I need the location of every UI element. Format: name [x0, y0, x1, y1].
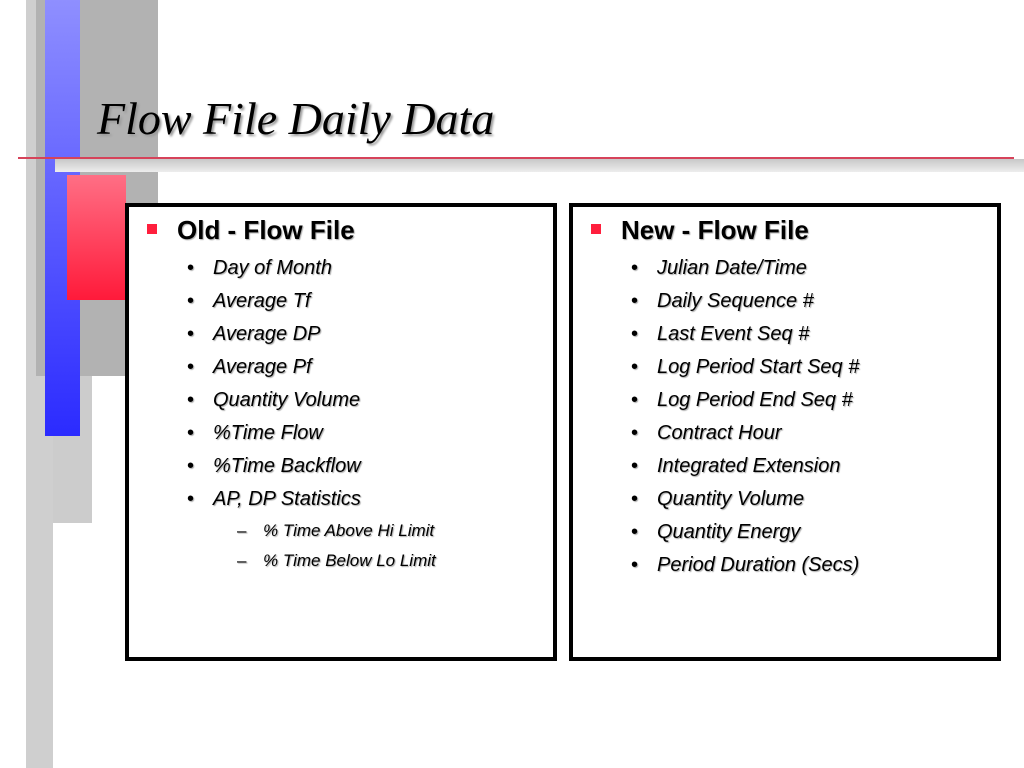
list-item-text: Julian Date/Time [657, 257, 807, 279]
list-item [187, 485, 361, 518]
list-item [631, 518, 859, 551]
new-flow-file-heading [591, 215, 809, 246]
bullet-dot-icon: • [187, 323, 195, 345]
old-flow-file-heading-text: Old - Flow File [177, 215, 355, 245]
sublist-item-text: % Time Below Lo Limit [263, 551, 436, 570]
bullet-dot-icon: • [187, 422, 195, 444]
list-item [187, 353, 361, 386]
list-item-text: Period Duration (Secs) [657, 554, 860, 576]
bullet-dot-icon: • [187, 290, 195, 312]
list-item-text: Day of Month [213, 257, 332, 279]
list-item [631, 485, 859, 518]
list-item [187, 419, 361, 452]
list-item-text: Log Period Start Seq # [657, 356, 860, 378]
list-item-text: Average DP [213, 323, 321, 345]
old-flow-file-list [187, 254, 361, 518]
list-item-text: AP, DP Statistics [213, 488, 361, 510]
bullet-dot-icon: • [631, 455, 639, 477]
list-item-text: %Time Flow [213, 422, 323, 444]
statistics-sublist [187, 518, 436, 578]
square-bullet-icon [147, 224, 157, 234]
bullet-dot-icon: • [631, 422, 639, 444]
dash-icon: – [237, 521, 247, 540]
bullet-dot-icon: • [187, 356, 195, 378]
bullet-dot-icon: • [631, 323, 639, 345]
title-underline-shadow [55, 159, 1024, 172]
list-item [187, 254, 361, 287]
old-flow-file-heading [147, 215, 355, 246]
list-item-text: Log Period End Seq # [657, 389, 853, 411]
sublist-item-text: % Time Above Hi Limit [263, 521, 435, 540]
list-item [631, 386, 859, 419]
list-item [631, 254, 859, 287]
list-item [631, 452, 859, 485]
list-item-text: Last Event Seq # [657, 323, 810, 345]
list-item [187, 452, 361, 485]
sublist-item [187, 518, 436, 548]
dash-icon: – [237, 551, 247, 570]
bullet-dot-icon: • [187, 488, 195, 510]
list-item [187, 386, 361, 419]
new-flow-file-list [631, 254, 859, 584]
list-item [187, 287, 361, 320]
bullet-dot-icon: • [187, 389, 195, 411]
list-item-text: Quantity Volume [657, 488, 805, 510]
list-item-text: Quantity Energy [657, 521, 801, 543]
list-item [631, 320, 859, 353]
new-flow-file-heading-text: New - Flow File [621, 215, 809, 245]
bullet-dot-icon: • [631, 257, 639, 279]
old-flow-file-panel [125, 203, 557, 661]
bullet-dot-icon: • [631, 521, 639, 543]
list-item-text: Contract Hour [657, 422, 782, 444]
bullet-dot-icon: • [631, 389, 639, 411]
bullet-dot-icon: • [631, 290, 639, 312]
sublist-item [187, 548, 436, 578]
list-item-text: Integrated Extension [657, 455, 841, 477]
new-flow-file-panel [569, 203, 1001, 661]
bullet-dot-icon: • [631, 554, 639, 576]
slide-title: Flow File Daily Data [97, 93, 495, 144]
bullet-dot-icon: • [187, 257, 195, 279]
list-item [187, 320, 361, 353]
list-item-text: Average Tf [213, 290, 311, 312]
list-item-text: Daily Sequence # [657, 290, 814, 312]
list-item [631, 419, 859, 452]
list-item-text: Average Pf [213, 356, 312, 378]
bullet-dot-icon: • [187, 455, 195, 477]
list-item [631, 287, 859, 320]
bullet-dot-icon: • [631, 356, 639, 378]
list-item [631, 353, 859, 386]
bullet-dot-icon: • [631, 488, 639, 510]
list-item-text: Quantity Volume [213, 389, 361, 411]
deco-red-block [67, 175, 126, 300]
list-item [631, 551, 859, 584]
list-item-text: %Time Backflow [213, 455, 361, 477]
square-bullet-icon [591, 224, 601, 234]
